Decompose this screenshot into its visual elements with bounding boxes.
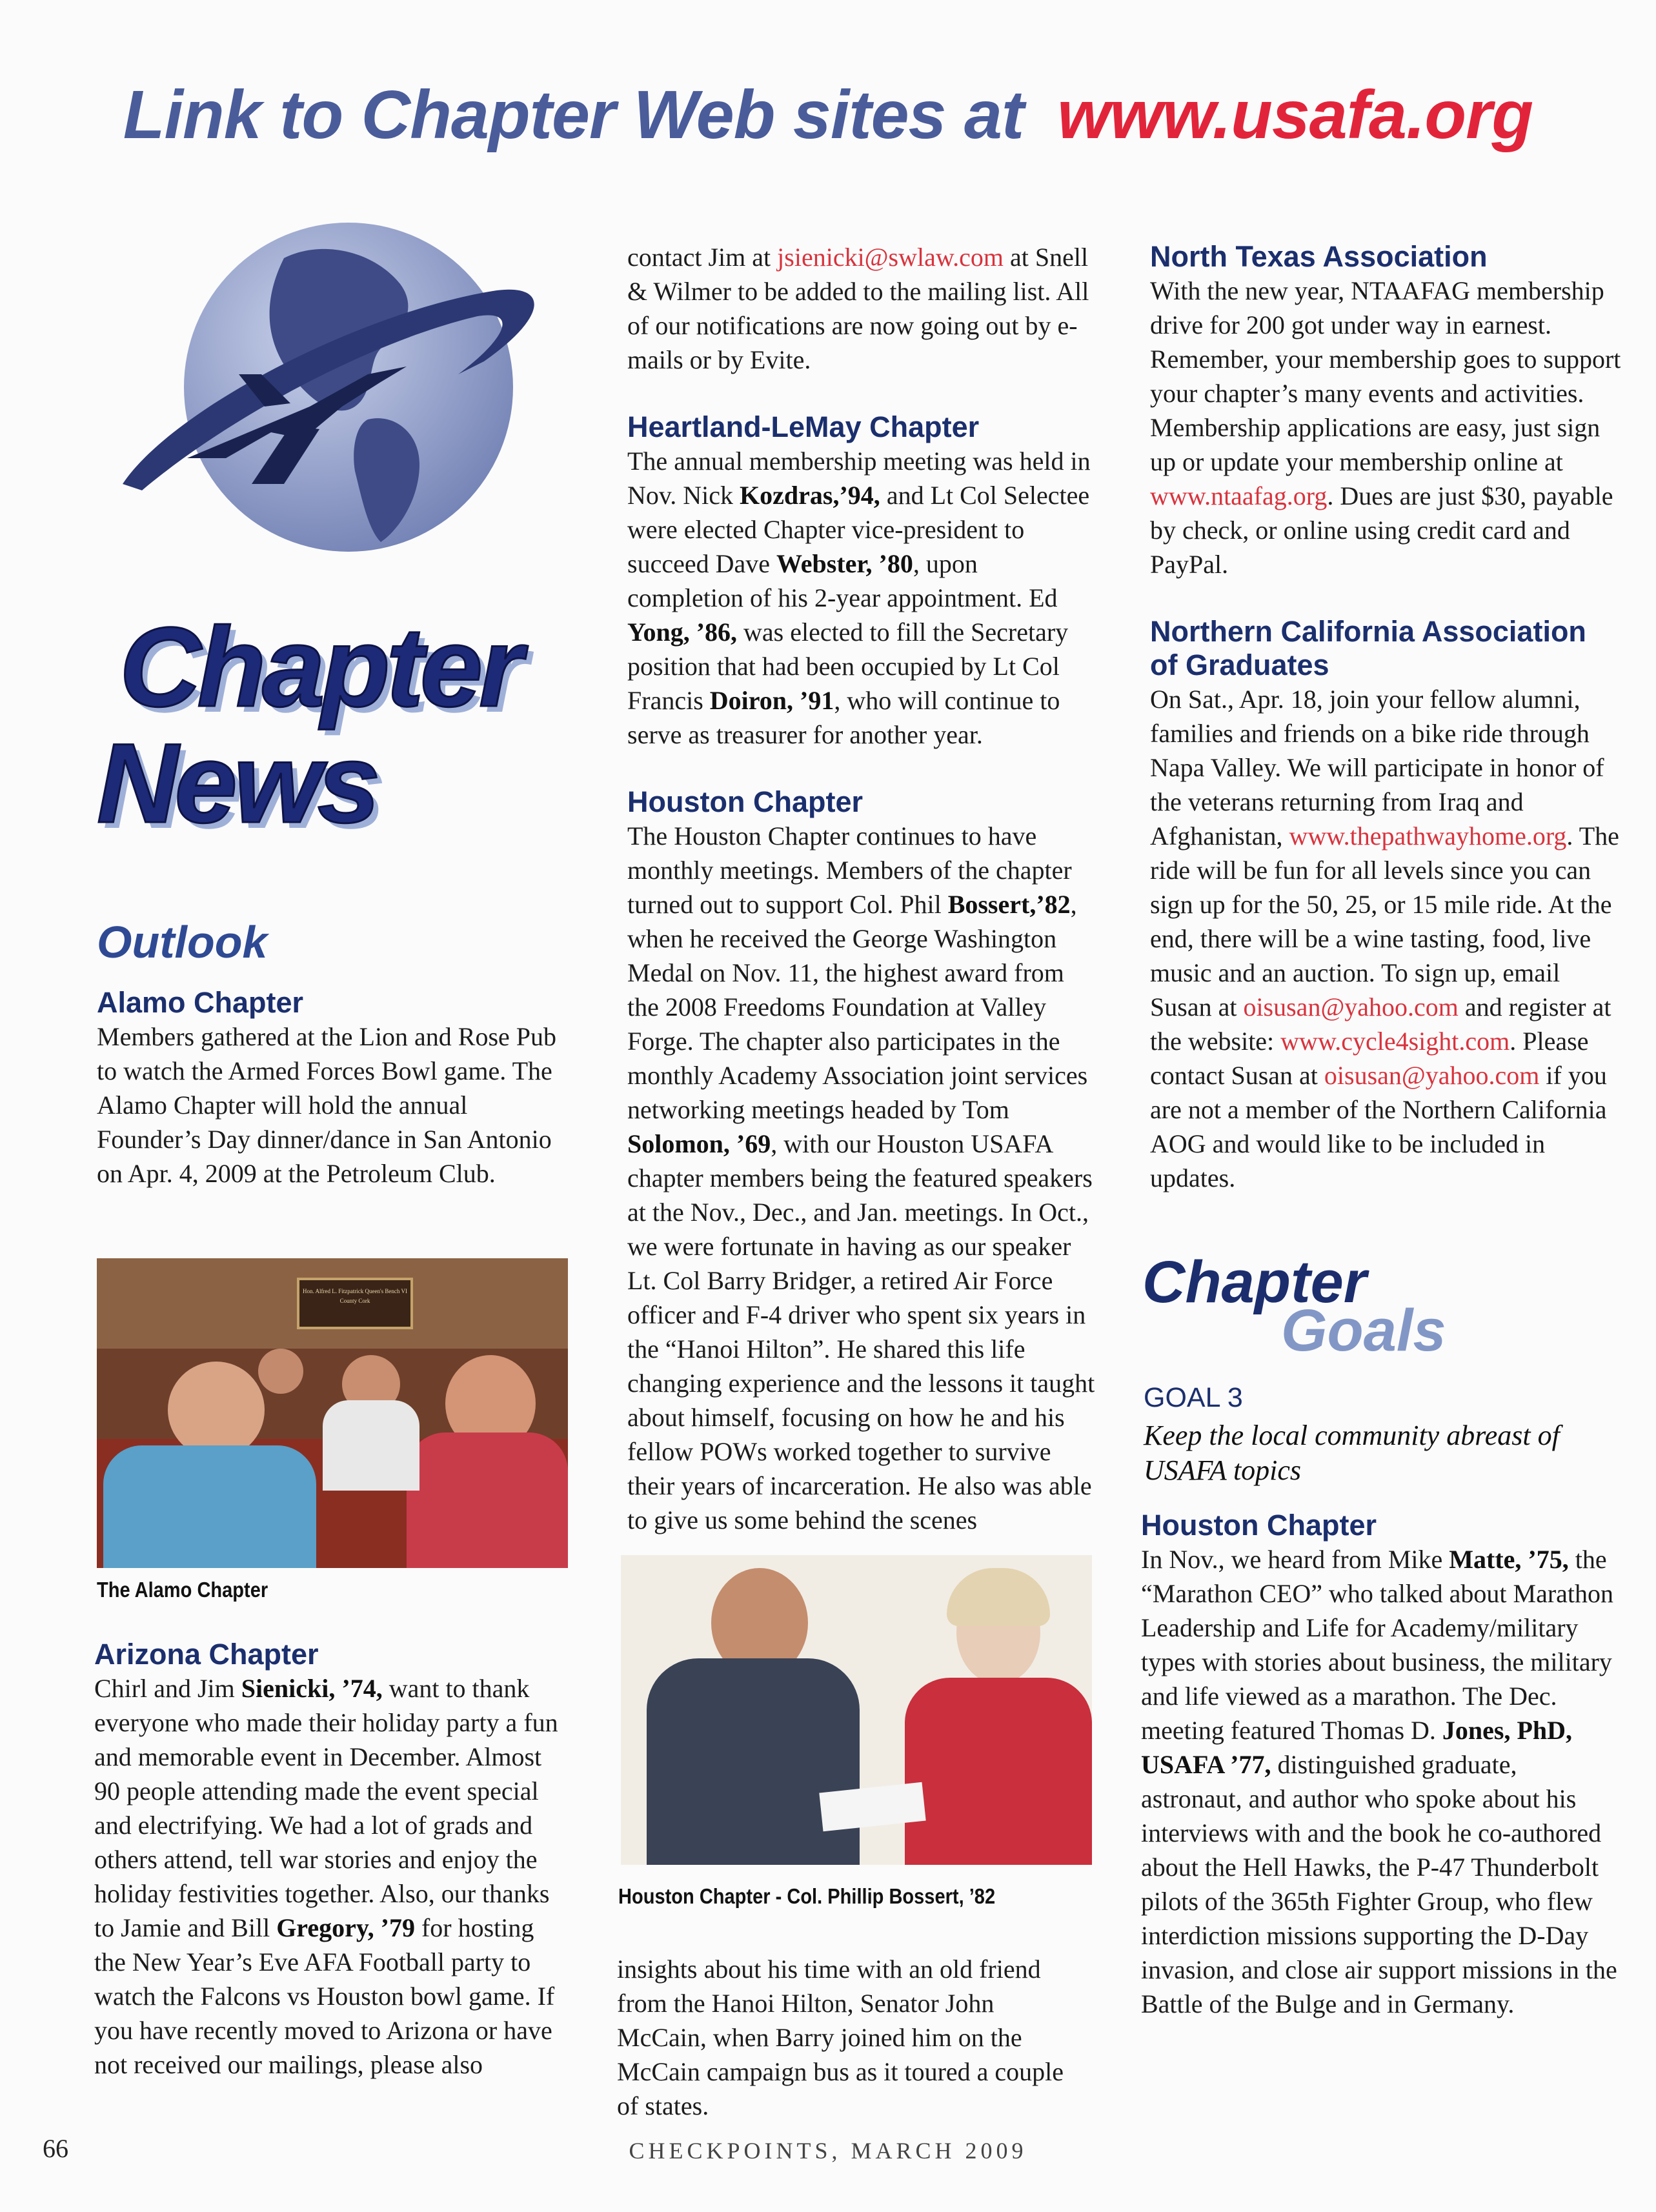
chapter-goals-title: Chapter [1142, 1249, 1367, 1315]
houston-body: The Houston Chapter continues to have monthly meetings. Members of the chapter turned out to support Col. Phil Bossert,’82, when he received the George Washington Medal on Nov. 11, the highest award from the 2008 Freedoms Foundation at Valley Forge. The chapter also participates in the monthly Academy Association joint services networking meetings headed by Tom Solomon, ’69, with our Houston USAFA chapter members being the featured speakers at the Nov., Dec., and Jan. meetings. In Oct., we were fortunate in having as our speaker Lt. Col Barry Bridger, a retired Air Force officer and F-4 driver who spent six years in the “Hanoi Hilton”. He shared this life changing experience and the lessons it taught about himself, focusing on how he and his fellow POWs worked together to survive their years of incarceration. He also was able to give us some behind the scenes [627, 821, 1095, 1534]
susan-email-link-2[interactable]: oisusan@yahoo.com [1324, 1061, 1540, 1090]
outlook-heading: Outlook [97, 917, 268, 967]
column-2-bottom [617, 1952, 1088, 2123]
alamo-photo-caption: The Alamo Chapter [97, 1578, 268, 1602]
ntaafag-link[interactable]: www.ntaafag.org [1150, 481, 1328, 510]
arizona-heading: Arizona Chapter [94, 1638, 319, 1671]
heartland-heading: Heartland-LeMay Chapter [627, 410, 980, 443]
banner [0, 76, 1656, 154]
norcal-body: On Sat., Apr. 18, join your fellow alumni, families and friends on a bike ride through Napa Valley. We will participate in honor of the veterans returning from Iraq and Afghanistan, www.thepathwayhome.org. The ride will be fun for all levels since you can sign up for the 50, 25, or 15 mile ride. At the end, there will be a wine tasting, food, live music and an auction. To sign up, email Susan at oisusan@yahoo.com and register at the website: www.cycle4sight.com. Please contact Susan at oisusan@yahoo.com if you are not a member of the Northern California AOG and would like to be included in updates. [1150, 685, 1619, 1192]
alamo-body: Members gathered at the Lion and Rose Pub to watch the Armed Forces Bowl game. The Alamo Chapter will hold the annual Founder’s Day dinner/dance in San Antonio on Apr. 4, 2009 at the Petroleum Club. [97, 1022, 557, 1188]
susan-email-link[interactable]: oisusan@yahoo.com [1243, 992, 1459, 1021]
alamo-heading: Alamo Chapter [97, 986, 304, 1019]
north-texas-heading: North Texas Association [1150, 240, 1488, 273]
houston-chapter-photo [621, 1555, 1092, 1865]
globe-jet-logo [97, 213, 587, 600]
houston-heading: Houston Chapter [627, 785, 863, 818]
column-2-top [627, 240, 1098, 1537]
goals-houston-heading: Houston Chapter [1141, 1509, 1377, 1542]
goals-houston-body: In Nov., we heard from Mike Matte, ’75, the “Marathon CEO” who talked about Marathon Leadership and Life for Academy/military types with stories about business, the military and life viewed as a marathon. The Dec. meeting featured Thomas D. Jones, PhD, USAFA ’77, distinguished graduate, astronaut, and author who spoke about his interviews with and the book he co-authored about the Hell Hawks, the P-47 Thunderbolt pilots of the 365th Fighter Group, who flew interdiction missions supporting the D-Day invasion, and close air support missions in the Battle of the Bulge and in Germany. [1141, 1545, 1617, 2018]
heartland-body: The annual membership meeting was held in Nov. Nick Kozdras,’94, and Lt Col Selectee were elected Chapter vice-president to succeed Dave Webster, ’80, upon completion of his 2-year appointment. Ed Yong, ’86, was elected to fill the Secretary position that had been occupied by Lt Col Francis Doiron, ’91, who will continue to serve as treasurer for another year. [627, 447, 1091, 749]
column-3 [1150, 240, 1628, 1195]
goal-text: Keep the local community abreast of USAFA topics [1144, 1420, 1560, 1486]
chapter-news-title-line2: News [97, 721, 377, 847]
cycle4sight-link[interactable]: www.cycle4sight.com [1280, 1027, 1510, 1056]
norcal-heading: Northern California Association of Graduates [1150, 615, 1586, 681]
goals-houston-section [1141, 1509, 1619, 2021]
column-1 [97, 986, 568, 1191]
publication-footer: CHECKPOINTS, MARCH 2009 [629, 2138, 1027, 2164]
chapter-news-title-line1: Chapter [119, 605, 520, 730]
pub-sign: Hon. Alfred L. Fitzpatrick Queen's Bench VI County Cork [297, 1278, 413, 1329]
chapter-goals-subtitle: Goals [1281, 1298, 1446, 1363]
arizona-body: Chirl and Jim Sienicki, ’74, want to thank everyone who made their holiday party a fun and memorable event in December. Almost 90 people attending made the event special and electrifying. We had a lot of grads and others attend, tell war stories and enjoy the holiday festivities together. Also, our thanks to Jamie and Bill Gregory, ’79 for hosting the New Year’s Eve AFA Football party to watch the Falcons vs Houston bowl game. If you have recently moved to Arizona or have not received our mailings, please also [94, 1674, 558, 2079]
banner-url-link[interactable]: www.usafa.org [1057, 77, 1533, 153]
houston-photo-caption: Houston Chapter - Col. Phillip Bossert, ’82 [618, 1884, 996, 1908]
arizona-body-continued: contact Jim at jsienicki@swlaw.com at Snell & Wilmer to be added to the mailing list. All of our notifications are now going out by e-mails or by Evite. [627, 243, 1089, 374]
pathwayhome-link[interactable]: www.thepathwayhome.org [1289, 821, 1567, 850]
north-texas-body: With the new year, NTAAFAG membership drive for 200 got under way in earnest. Remember, your membership goes to support your chapter’s many events and activities. Membership applications are easy, just sign up or update your membership online at www.ntaafag.org. Dues are just $30, payable by check, or online using credit card and PayPal. [1150, 276, 1621, 579]
page-number: 66 [43, 2134, 68, 2163]
arizona-section [94, 1638, 565, 2082]
alamo-chapter-photo [97, 1258, 568, 1568]
goal-label: GOAL 3 [1144, 1382, 1243, 1413]
banner-text: Link to Chapter Web sites at [123, 77, 1024, 153]
arizona-email-link[interactable]: jsienicki@swlaw.com [777, 243, 1004, 272]
houston-body-continued: insights about his time with an old friend from the Hanoi Hilton, Senator John McCain, when Barry joined him on the McCain campaign bus as it toured a couple of states. [617, 1955, 1064, 2120]
